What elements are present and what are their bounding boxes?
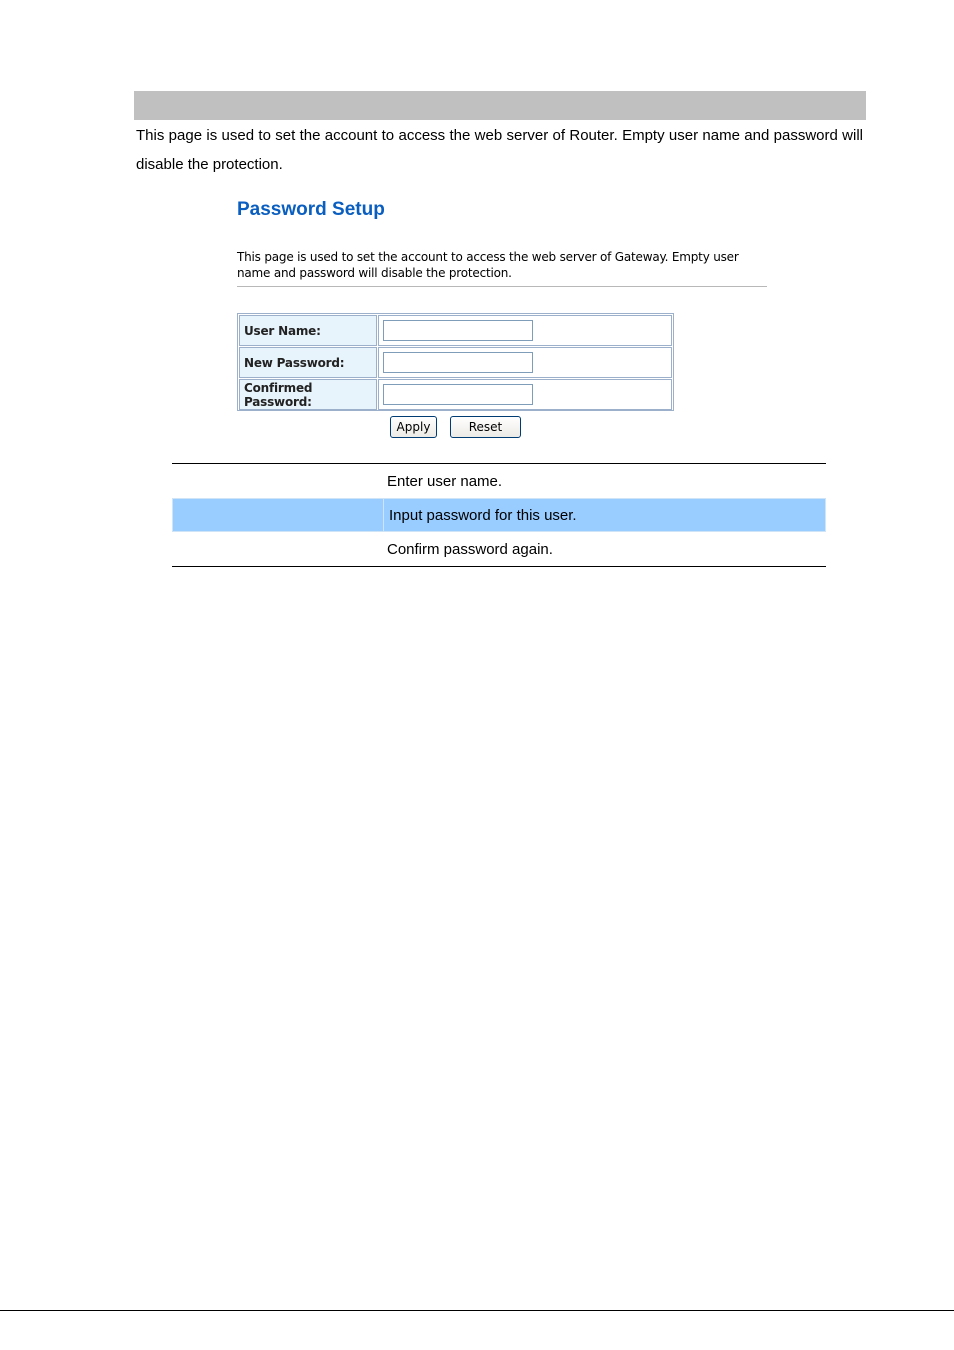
user-name-input[interactable]: [383, 320, 533, 341]
table-row: [172, 498, 826, 532]
password-setup-screenshot: [237, 195, 767, 445]
new-password-label: New Password:: [239, 347, 377, 378]
field-name-cell: [172, 464, 382, 498]
field-name-cell: [173, 499, 384, 531]
footer-divider: [0, 1310, 954, 1311]
field-description-table: [172, 463, 826, 567]
password-form: [237, 313, 674, 411]
intro-paragraph: This page is used to set the account to access the web server of Router. Empty user name and password will disable the protection.: [136, 127, 863, 173]
user-name-label: User Name:: [239, 315, 377, 346]
field-name-cell: [172, 532, 382, 566]
new-password-input[interactable]: [383, 352, 533, 373]
new-password-cell: [378, 347, 672, 378]
form-row-confirmed-password: [239, 379, 672, 410]
field-description-cell: Confirm password again.: [387, 540, 553, 558]
table-row: [172, 464, 826, 498]
apply-button[interactable]: Apply: [390, 416, 437, 438]
reset-button[interactable]: Reset: [450, 416, 521, 438]
form-row-user-name: [239, 315, 672, 346]
divider: [237, 286, 767, 287]
field-description-cell: Enter user name.: [387, 472, 503, 490]
section-header-bar: [134, 91, 866, 120]
confirmed-password-label: Confirmed Password:: [239, 379, 377, 410]
confirmed-password-cell: [378, 379, 672, 410]
confirmed-password-input[interactable]: [383, 384, 533, 405]
field-description-cell: Input password for this user.: [389, 506, 577, 524]
table-row: [172, 532, 826, 566]
user-name-cell: [378, 315, 672, 346]
page-description: This page is used to set the account to access the web server of Gateway. Empty user name and password will disable the protection.: [237, 250, 739, 280]
form-row-new-password: [239, 347, 672, 378]
page-title: Password Setup: [237, 199, 385, 220]
